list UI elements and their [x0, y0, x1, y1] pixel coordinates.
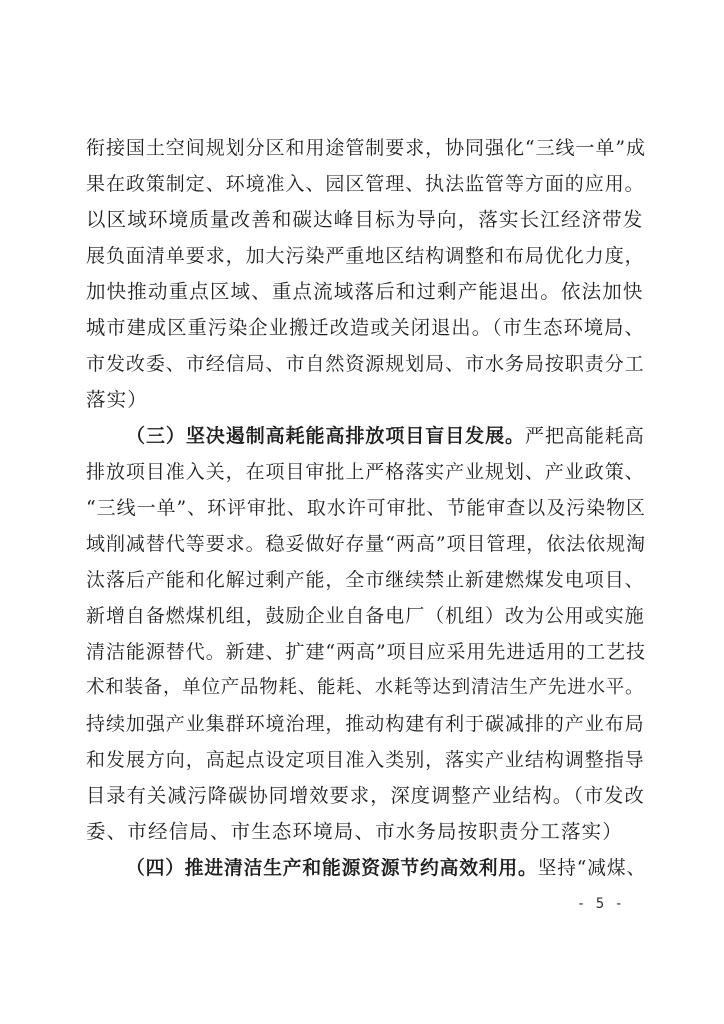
section-3-line-8: 术和装备，单位产品物耗、能耗、水耗等达到清洁生产先进水平。 — [86, 677, 645, 698]
section-3-line-6: 新增自备燃煤机组，鼓励企业自备电厂（机组）改为公用或实施 — [86, 605, 645, 627]
body-line-2: 果在政策制定、环境准入、园区管理、执法监管等方面的应用。 — [86, 173, 645, 195]
section-3-line-10: 和发展方向，高起点设定项目准入类别，落实产业结构调整指导 — [86, 749, 645, 771]
section-3-first-line-text: 严把高能耗高 — [525, 425, 645, 447]
section-3-line-7: 清洁能源替代。新建、扩建“两高”项目应采用先进适用的工艺技 — [86, 641, 646, 663]
section-3-first-line — [126, 419, 646, 453]
body-line-7: 市发改委、市经信局、市自然资源规划局、市水务局按职责分工 — [86, 353, 645, 375]
body-line-4: 展负面清单要求，加大污染严重地区结构调整和布局优化力度， — [86, 245, 645, 267]
section-3-line-3: “三线一单”、环评审批、取水许可审批、节能审查以及污染物区 — [86, 497, 646, 519]
body-line-6: 城市建成区重污染企业搬迁改造或关闭退出。（市生态环境局、 — [86, 316, 645, 339]
section-3-line-11: 目录有关减污降碳协同增效要求，深度调整产业结构。（市发改 — [86, 784, 645, 807]
body-line-3: 以区域环境质量改善和碳达峰目标为导向，落实长江经济带发 — [86, 208, 644, 231]
page-number: - 5 - — [576, 896, 624, 912]
body-line-8: 落实） — [86, 388, 148, 411]
section-3-heading: （三）坚决遏制高耗能高排放项目盲目发展。 — [126, 425, 526, 447]
section-3-line-9: 持续加强产业集群环境治理，推动构建有利于碳减排的产业布局 — [86, 713, 645, 735]
section-4-heading: （四）推进清洁生产和能源资源节约高效利用。 — [126, 857, 538, 879]
section-3-line-4: 域削减替代等要求。稳妥做好存量“两高”项目管理，依法依规淘 — [86, 533, 646, 555]
section-3-line-12: 委、市经信局、市生态环境局、市水务局按职责分工落实） — [86, 820, 623, 843]
section-3-line-5: 汰落后产能和化解过剩产能，全市继续禁止新建燃煤发电项目、 — [86, 569, 645, 591]
body-line-1: 衔接国土空间规划分区和用途管制要求，协同强化“三线一单”成 — [86, 137, 646, 159]
section-3-line-2: 排放项目准入关，在项目审批上严格落实产业规划、产业政策、 — [86, 461, 645, 483]
section-4-first-line-text: 坚持“减煤、 — [537, 858, 647, 879]
body-line-5: 加快推动重点区域、重点流域落后和过剩产能退出。依法加快 — [86, 280, 644, 303]
section-4-first-line — [126, 851, 646, 885]
